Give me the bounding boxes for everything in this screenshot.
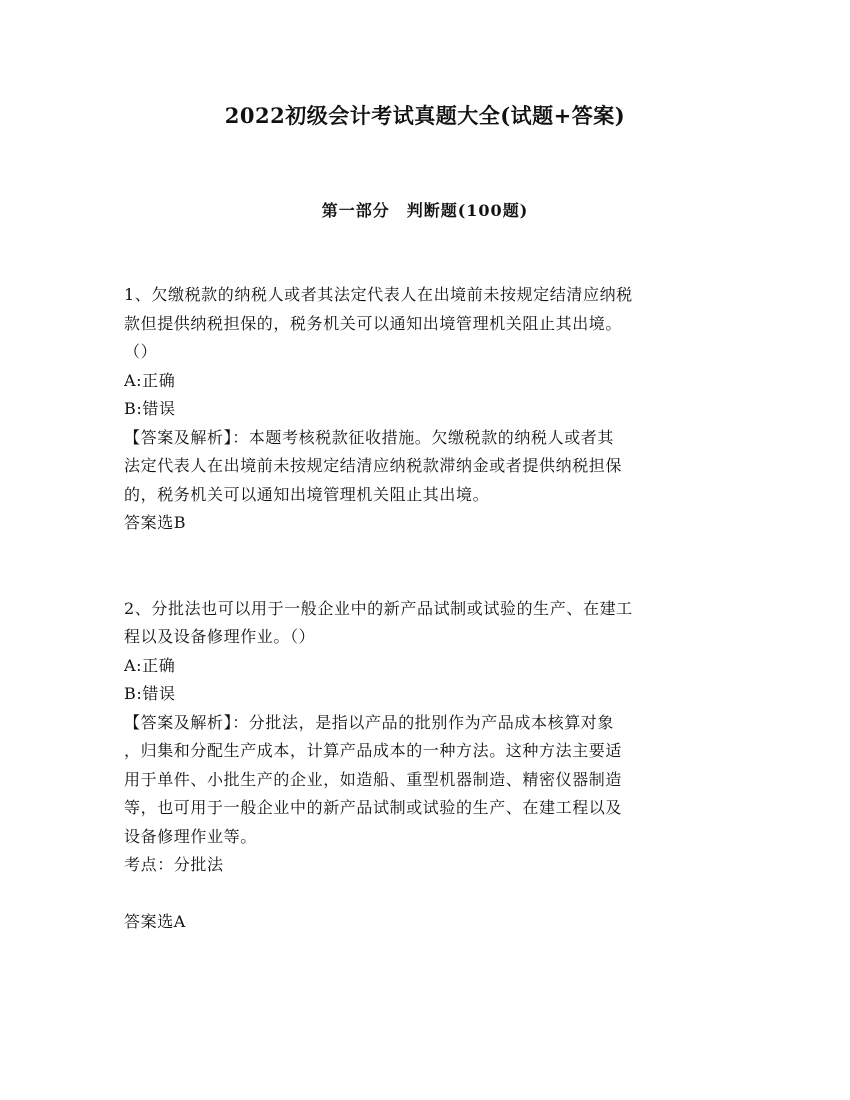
option-a: A:正确 <box>124 370 176 390</box>
key-point-text: 考点：分批法 <box>124 855 224 874</box>
analysis-text: 法定代表人在出境前未按规定结清应纳税款滞纳金或者提供纳税担保 <box>124 456 623 475</box>
question-text: （） <box>124 342 158 361</box>
question-text: 款但提供纳税担保的，税务机关可以通知出境管理机关阻止其出境。 <box>124 313 623 333</box>
analysis-text: 的，税务机关可以通知出境管理机关阻止其出境。 <box>124 484 490 504</box>
question-block <box>124 281 724 538</box>
analysis-text: 【答案及解析】：分批法，是指以产品的批别作为产品成本核算对象 <box>124 712 615 732</box>
answer-text: 答案选A <box>124 912 186 931</box>
analysis-text: 【答案及解析】：本题考核税款征收措施。欠缴税款的纳税人或者其 <box>124 427 615 447</box>
questions-container <box>124 281 724 937</box>
option-b: B:错误 <box>124 399 176 418</box>
answer-text: 答案选B <box>124 513 187 532</box>
analysis-text: ，归集和分配生产成本，计算产品成本的一种方法。这种方法主要适 <box>124 741 623 760</box>
spacer <box>124 566 724 595</box>
spacer <box>124 538 724 567</box>
question-text: 2、分批法也可以用于一般企业中的新产品试制或试验的生产、在建工 <box>124 598 633 618</box>
analysis-text: 设备修理作业等。 <box>124 826 257 846</box>
question-text: 1、欠缴税款的纳税人或者其法定代表人在出境前未按规定结清应纳税 <box>124 285 633 304</box>
spacer <box>124 880 724 909</box>
question-text: 程以及设备修理作业。（） <box>124 627 316 646</box>
option-b: B:错误 <box>124 684 176 703</box>
option-a: A:正确 <box>124 655 176 675</box>
analysis-text: 用于单件、小批生产的企业，如造船、重型机器制造、精密仪器制造 <box>124 769 623 789</box>
section-title: 第一部分 判断题(100题) <box>321 201 529 220</box>
analysis-text: 等，也可用于一般企业中的新产品试制或试验的生产、在建工程以及 <box>124 798 623 817</box>
question-block <box>124 595 724 937</box>
page-title: 2022初级会计考试真题大全(试题+答案) <box>224 103 626 128</box>
